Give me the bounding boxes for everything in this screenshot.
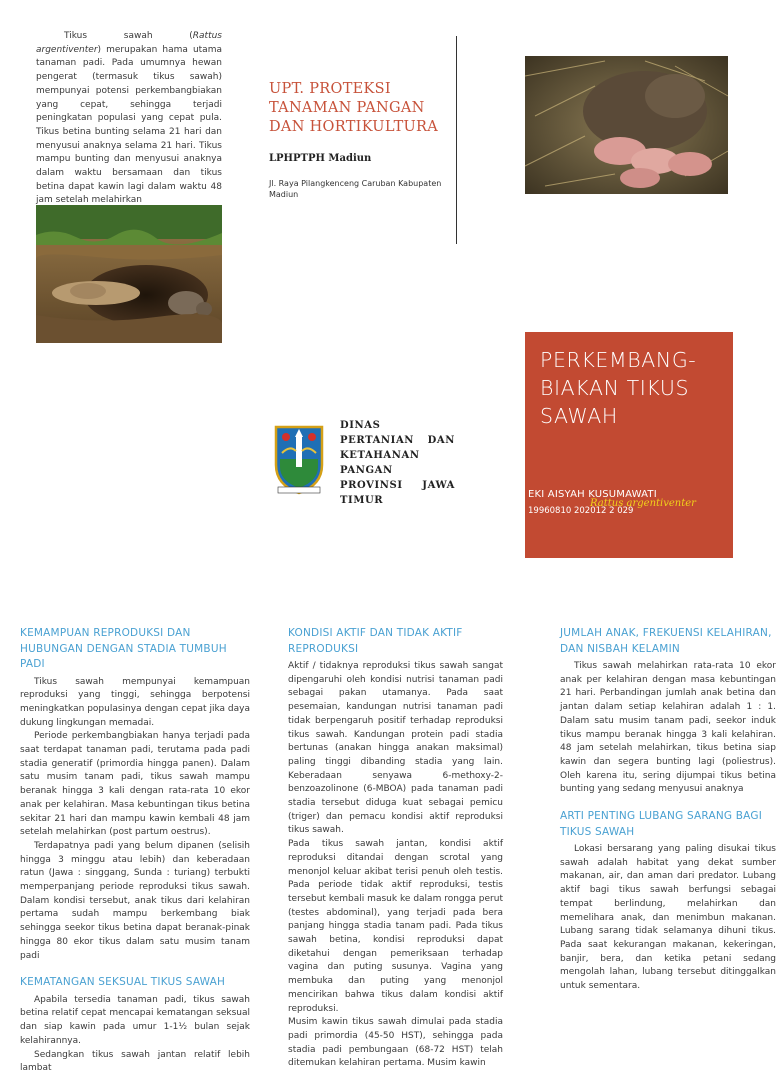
paragraph: Periode perkembangbiakan hanya terjadi pada saat terdapat tanaman padi, terutama pada padi stadia generatif (primordia hingga panen). Dalam satu musim tanam padi, tikus sawah mampu beranak hingga 3 kali dengan rata-rata 10 ekor anak per kelahiran. Masa kebuntingan tikus betina sekitar 21 hari dan mampu kawin kembali 48 jam setelah melahirkan (post partum oestrus). [20,731,250,838]
rat-nest-photo [525,56,728,194]
jawa-timur-crest-icon [272,423,326,495]
heading-reproductive-condition: KONDISI AKTIF DAN TIDAK AKTIF REPRODUKSI [288,627,463,655]
paragraph: Lokasi bersarang yang paling disukai tikus sawah adalah habitat yang dekat sumber makanan, air, dan aman dari predator. Lubang aktif bagi tikus sawah berfungsi sebagai tempat berlindung, melahirkan dan memelihara anak, dan menimbun makanan. Lubang sarang tidak selamanya dihuni tikus. Pada saat kekurangan makanan, kekeringan, banjir, bera, dan ketika petani sedang mengolah lahan, lubang tersebut ditinggalkan untuk sementara. [560,844,776,992]
paragraph: Musim kawin tikus sawah dimulai pada stadia padi primordia (45-50 HST), sehingga pada stadia padi pembungaan (68-72 HST) telah ditemukan kelahiran pertama. Musim kawin [288,1017,503,1069]
column-reproduction [20,626,250,1076]
paragraph: Apabila tersedia tanaman padi, tikus sawah betina relatif cepat mencapai kematangan seksual dan siap kawin pada umur 1-1½ bulan sejak kelahirannya. [20,994,250,1046]
paragraph: Tikus sawah mempunyai kemampuan reproduksi yang tinggi, sehingga berpotensi meningkatkan populasinya dengan cepat jika daya dukung lingkungan memadai. [20,676,250,728]
intro-suffix: ) [97,44,102,55]
intro-prefix: Tikus sawah ( [64,31,193,41]
column-reproductive-condition [288,626,503,1071]
paragraph: Aktif / tidaknya reproduksi tikus sawah sangat dipengaruhi oleh kondisi nutrisi tanaman padi sebagai pakan utamanya. Pada saat pesemaian, kandungan nutrisi tanaman padi tidak berpengaruh positif terhadap reproduksi tikus sawah. Kandungan protein padi stadia bertunas (anakan hingga anakan maksimal) paling tinggi dibanding stadia yang lain. Keberadaan senyawa 6-methoxy-2-benzoazolinone (6-MBOA) pada tanaman padi stadia tersebut diduga kuat sebagai pemicu (triger) dan pemacu kondisi aktif reproduksi tikus sawah. [288,661,503,836]
paragraph: Pada tikus sawah jantan, kondisi aktif reproduksi ditandai dengan scrotal yang menonjol keluar akibat terisi penuh oleh testis. Pada periode tidak aktif reproduksi, testis tersebut kembali masuk ke dalam rongga perut (testes abdominal), yang terjadi pada bera panjang hingga stadia tanam padi. Pada tikus sawah betina, kondisi reproduksi dapat diketahui dengan pemeriksaan terhadap vagina dan puting susunya. Vagina yang membuka dan puting yang menonjol mencirikan bahwa tikus dalam kondisi aktif reproduksi. [288,839,503,1014]
intro-body: merupakan hama utama tanaman padi. Pada umumnya hewan pengerat (termasuk tikus sawah) mempunyai potensi perkembangbiakan yang cepat, sehingga terjadi peningkatan populasi yang cepat pula. Tikus betina bunting selama 21 hari dan menyusui anaknya selama 21 hari. Tikus mampu bunting dan menyusui anaknya dalam waktu bersamaan dan tikus betina dapat kawin lagi dalam waktu 48 jam setelah melahirkan [36,44,222,206]
paragraph: Tikus sawah melahirkan rata-rata 10 ekor anak per kelahiran dengan masa kebuntingan 21 hari. Perbandingan jumlah anak betina dan jantan dalam setiap kelahiran adalah 1 : 1. Dalam satu musim tanam padi, seekor induk tikus mampu beranak hingga 3 kali kelahiran. 48 jam setelah melahirkan, tikus betina siap kawin dan segera bunting lagi (poliestrus). Oleh karena itu, sering dijumpai tikus betina bunting yang sedang menyusui anaknya [560,661,776,795]
dinas-name: DINAS PERTANIAN DAN KETAHANAN PANGAN PROVINSI JAWA TIMUR [340,420,455,506]
latin-name-overlay: Rattus argentiventer [590,498,696,509]
latin-name: Rattus argentiventer [36,31,222,55]
heading-burrow-importance: ARTI PENTING LUBANG SARANG BAGI TIKUS SAWAH [560,810,763,838]
column-offspring [560,626,776,994]
intro-text [36,30,222,208]
org-subtitle: LPHPTPH Madiun [269,153,372,164]
paragraph: Sedangkan tikus sawah jantan relatif lebih lambat [20,1049,250,1074]
heading-sexual-maturity: KEMATANGAN SEKSUAL TIKUS SAWAH [20,976,226,989]
author-nip: 19960810 202012 2 029 [528,506,634,516]
cover-title: PERKEMBANG-BIAKAN TIKUS SAWAH [540,348,697,428]
heading-offspring: JUMLAH ANAK, FREKUENSI KELAHIRAN, DAN NISBAH KELAMIN [560,627,772,655]
vertical-divider [456,36,457,244]
rat-burrow-photo [36,205,222,343]
org-address: Jl. Raya Pilangkenceng Caruban Kabupaten Madiun [269,179,442,199]
paragraph: Terdapatnya padi yang belum dipanen (selisih hingga 3 minggu atau lebih) dan keberadaan ratun (Jawa : singgang, Sunda : turiang) terbukti memperpanjang periode reproduksi tikus sawah. Dalam kondisi tersebut, anak tikus dari kelahiran pertama sudah mampu berkembang biak sehingga seekor tikus betina dapat beranak-pinak hingga 80 ekor tikus dalam satu musim tanam padi [20,840,250,961]
author-name: EKI AISYAH KUSUMAWATI [528,489,657,500]
org-title: UPT. PROTEKSI TANAMAN PANGAN DAN HORTIKULTURA [269,81,439,135]
heading-reproduction-ability: KEMAMPUAN REPRODUKSI DAN HUBUNGAN DENGAN STADIA TUMBUH PADI [20,627,227,670]
